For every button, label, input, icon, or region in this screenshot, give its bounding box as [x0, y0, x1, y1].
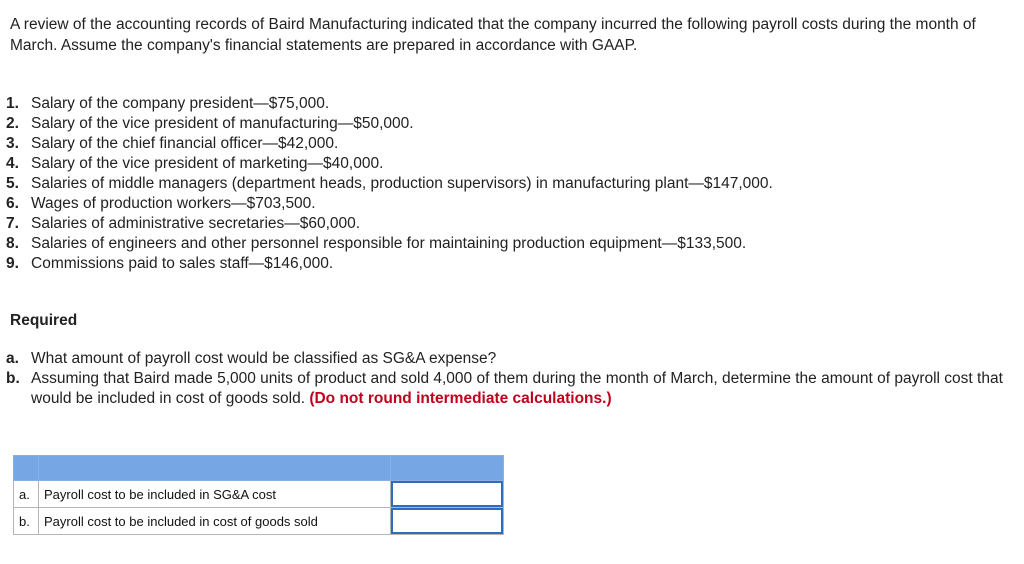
question-body: What amount of payroll cost would be classified as SG&A expense? [31, 350, 497, 367]
item-text: Salaries of administrative secretaries—$60,000. [31, 215, 361, 232]
question-letter: a. [6, 350, 19, 367]
rounding-note: (Do not round intermediate calculations.) [309, 390, 612, 407]
list-item [6, 94, 773, 114]
header-cell [391, 456, 504, 481]
list-item [6, 154, 773, 174]
list-item [6, 134, 773, 154]
table-row [14, 508, 504, 535]
header-cell [14, 456, 39, 481]
list-item [6, 114, 773, 134]
list-item [6, 194, 773, 214]
item-text: Salary of the chief financial officer—$42,000. [31, 135, 339, 152]
item-number: 9. [6, 255, 19, 272]
cogs-cost-input[interactable] [391, 508, 503, 534]
required-heading: Required [10, 312, 78, 329]
item-number: 1. [6, 95, 19, 112]
problem-intro: A review of the accounting records of Baird Manufacturing indicated that the company incurred the following payroll costs during the month of March. Assume the company's financial statements are prepared in accordance with GAAP. [10, 16, 976, 54]
header-cell [39, 456, 391, 481]
question-a [6, 349, 1021, 369]
item-number: 4. [6, 155, 19, 172]
list-item [6, 254, 773, 274]
item-number: 3. [6, 135, 19, 152]
item-number: 7. [6, 215, 19, 232]
item-text: Commissions paid to sales staff—$146,000. [31, 255, 334, 272]
sga-cost-input[interactable] [391, 481, 503, 507]
question-b [6, 369, 1021, 409]
row-label: Payroll cost to be included in cost of goods sold [39, 508, 391, 535]
item-text: Salary of the vice president of marketing—$40,000. [31, 155, 384, 172]
item-number: 2. [6, 115, 19, 132]
answer-cell [391, 481, 504, 508]
item-text: Salary of the vice president of manufacturing—$50,000. [31, 115, 414, 132]
question-list [6, 349, 1021, 409]
table-header-row [14, 456, 504, 481]
list-item [6, 234, 773, 254]
answer-cell [391, 508, 504, 535]
list-item [6, 174, 773, 194]
row-letter: b. [14, 508, 39, 535]
row-label: Payroll cost to be included in SG&A cost [39, 481, 391, 508]
question-body: Assuming that Baird made 5,000 units of product and sold 4,000 of them during the month of March, determine the amount of payroll cost that would be included in cost of goods sold. [31, 370, 1003, 407]
item-number: 8. [6, 235, 19, 252]
item-number: 6. [6, 195, 19, 212]
question-letter: b. [6, 370, 20, 387]
row-letter: a. [14, 481, 39, 508]
item-text: Salaries of engineers and other personnel responsible for maintaining production equipment—$133,500. [31, 235, 747, 252]
item-number: 5. [6, 175, 19, 192]
answer-table [13, 455, 504, 535]
item-text: Salaries of middle managers (department heads, production supervisors) in manufacturing plant—$147,000. [31, 175, 773, 192]
payroll-cost-list [6, 94, 773, 274]
question-text [31, 369, 1021, 409]
item-text: Salary of the company president—$75,000. [31, 95, 330, 112]
question-text [31, 349, 1021, 369]
list-item [6, 214, 773, 234]
table-row [14, 481, 504, 508]
item-text: Wages of production workers—$703,500. [31, 195, 316, 212]
